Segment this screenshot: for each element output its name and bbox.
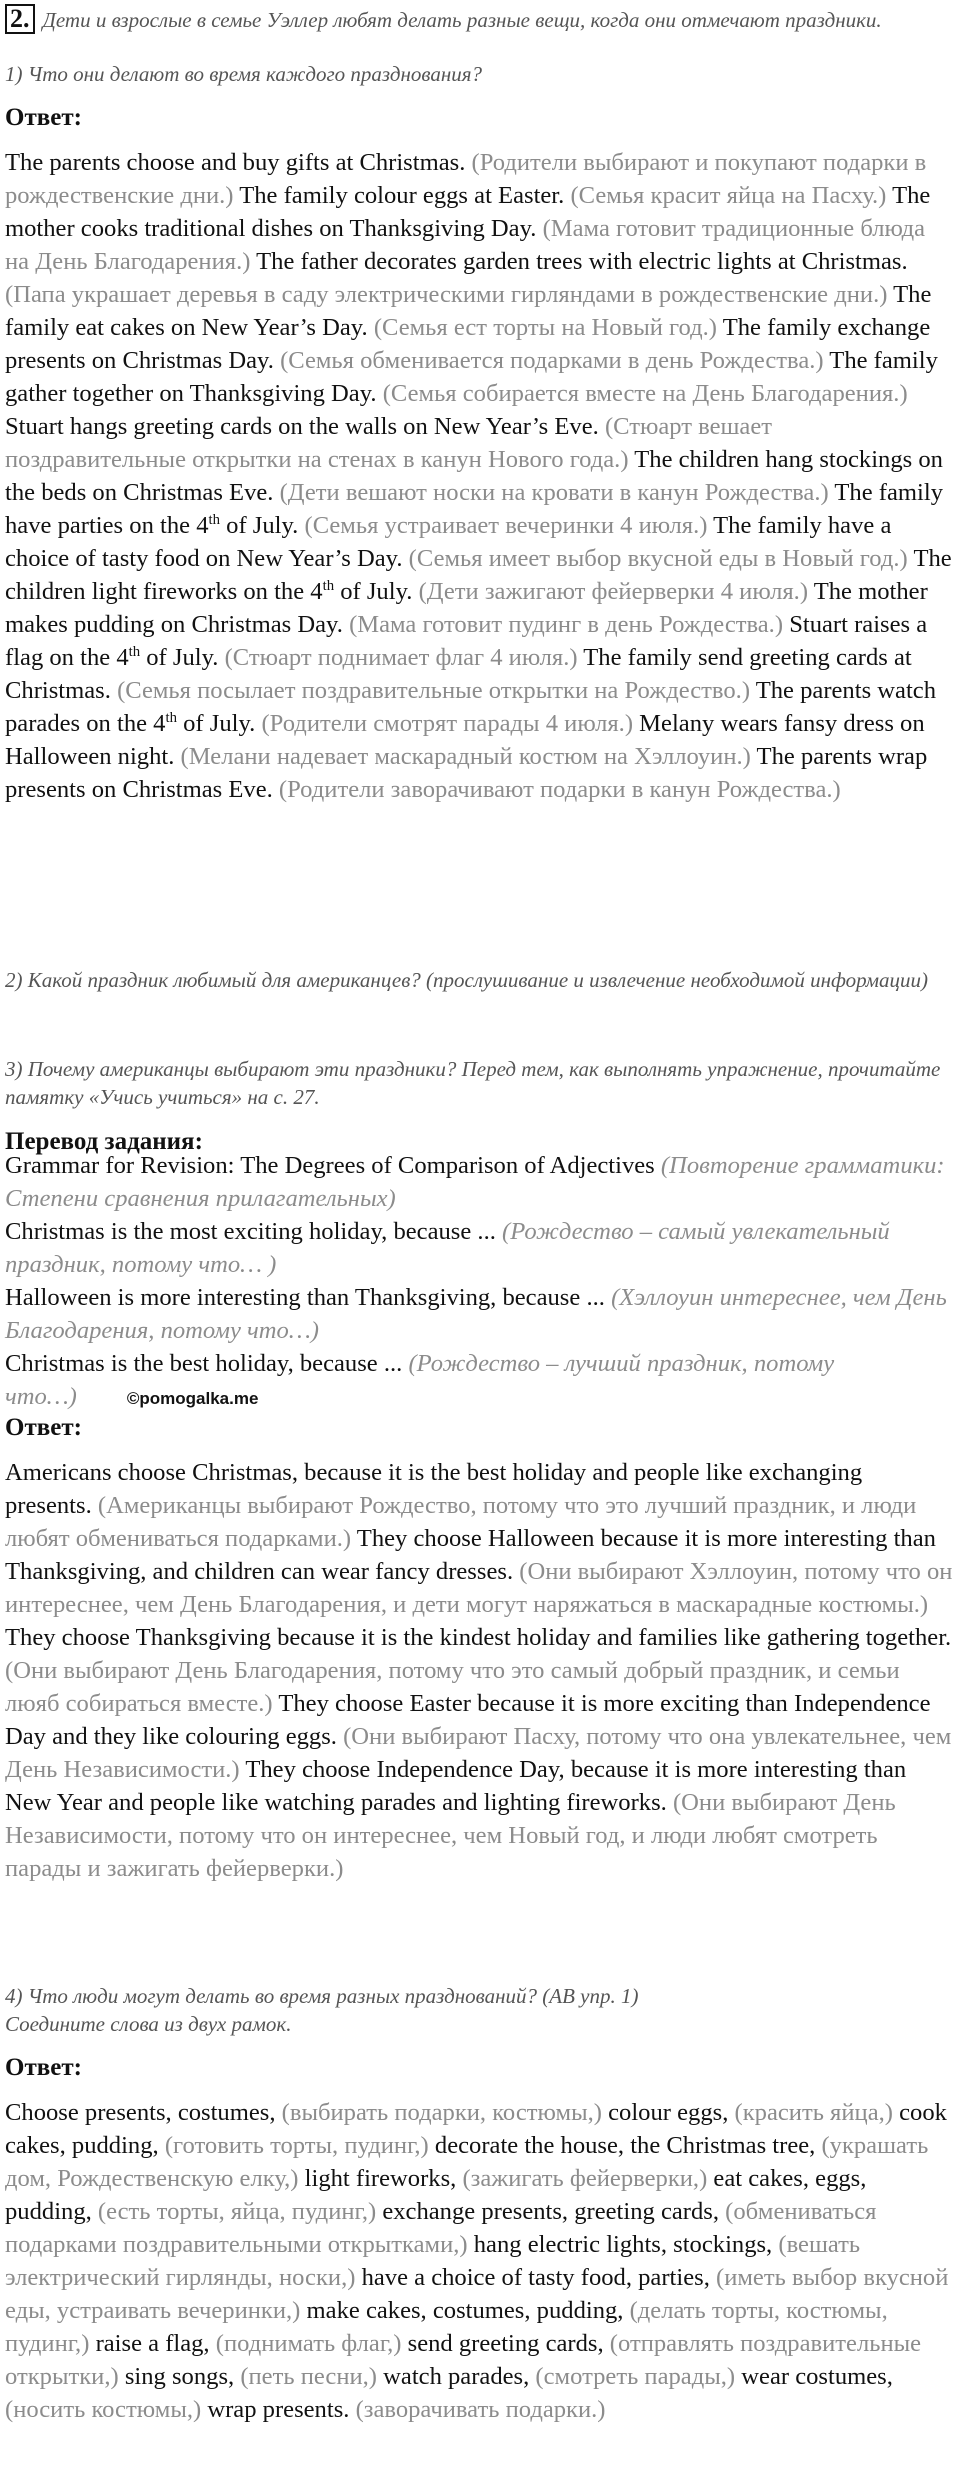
- a1-en: Melany wears fansy dress on Halloween night.: [5, 710, 925, 770]
- t-ru: (Хэллоуин интереснее, чем День Благодарения, потому что…): [5, 1284, 947, 1344]
- a1-ru: (Семья имеет выбор вкусной еды в Новый год.): [408, 545, 908, 572]
- a1-en: The parents choose and buy gifts at Christmas.: [5, 149, 466, 176]
- a1-sup: th: [128, 643, 141, 660]
- a1-en: of July.: [334, 578, 413, 605]
- intro-text: Дети и взрослые в семье Уэллер любят делать разные вещи, когда они отмечают праздники.: [42, 8, 882, 32]
- a4-ru: (красить яйца,): [734, 2099, 893, 2126]
- a4-en: sing songs,: [124, 2363, 235, 2390]
- task-number: 2.: [5, 4, 35, 34]
- a1-ru: (Семья ест торты на Новый год.): [373, 314, 717, 341]
- translation-block: [5, 1149, 955, 1415]
- a4-en: eat cakes, eggs, pudding,: [5, 2165, 867, 2225]
- t-en: Grammar for Revision: The Degrees of Comparison of Adjectives: [5, 1152, 655, 1179]
- a3-ru: (Они выбирают День Независимости, потому что он интереснее, чем Новый год, и люди любят смотреть парады и зажигать фейерверки.): [5, 1789, 896, 1882]
- a1-ru: (Стюарт вешает поздравительные открытки на стенах в канун Нового года.): [5, 413, 773, 473]
- a4-ru: (делать торты, костюмы, пудинг,): [5, 2297, 888, 2357]
- a1-en: The family have a choice of tasty food on New Year’s Day.: [5, 512, 892, 572]
- a4-ru: (есть торты, яйца, пудинг,): [97, 2198, 377, 2225]
- answer-label-3: Ответ:: [5, 1414, 82, 1441]
- a1-ru: (Родители смотрят парады 4 июля.): [261, 710, 634, 737]
- a3-ru: (Американцы выбирают Рождество, потому что это лучший праздник, и люди любят обмениваться подарками.): [5, 1492, 917, 1552]
- t-ru: (Рождество – лучший праздник, потому что…): [5, 1350, 835, 1410]
- a4-en: light fireworks,: [304, 2165, 457, 2192]
- a3-ru: (Они выбирают Хэллоуин, потому что он интереснее, чем День Благодарения, и дети могут наряжаться в маскарадные костюмы.): [5, 1558, 953, 1618]
- a1-en: The mother makes pudding on Christmas Day.: [5, 578, 928, 638]
- a4-en: decorate the house, the Christmas tree,: [434, 2132, 816, 2159]
- a1-ru: (Мама готовит традиционные блюда на День Благодарения.): [5, 215, 926, 275]
- a1-en: of July.: [140, 644, 219, 671]
- a4-en: wrap presents.: [207, 2396, 350, 2423]
- answer-1-paragraph: [5, 146, 955, 806]
- a4-en: hang electric lights, stockings,: [473, 2231, 773, 2258]
- t-en: Halloween is more interesting than Thanksgiving, because ...: [5, 1284, 605, 1311]
- a1-ru: (Стюарт поднимает флаг 4 июля.): [224, 644, 578, 671]
- a4-en: wear costumes,: [741, 2363, 893, 2390]
- translation-line: [5, 1347, 955, 1415]
- a1-en: The mother cooks traditional dishes on Thanksgiving Day.: [5, 182, 931, 242]
- a4-ru: (выбирать подарки, костюмы,): [281, 2099, 602, 2126]
- a1-sup: th: [208, 511, 220, 528]
- a4-en: colour eggs,: [608, 2099, 729, 2126]
- translation-line: [5, 1281, 955, 1347]
- a4-ru: (поднимать флаг,): [215, 2330, 402, 2357]
- a1-en: The family gather together on Thanksgiving Day.: [5, 347, 938, 407]
- a4-ru: (заворачивать подарки.): [355, 2396, 606, 2423]
- a1-en: The parents watch parades on the 4: [5, 677, 937, 737]
- translation-line: [5, 1149, 955, 1215]
- a4-en: cook cakes, pudding,: [5, 2099, 947, 2159]
- a4-ru: (отправлять поздравительные открытки,): [5, 2330, 922, 2390]
- question-3: 3) Почему американцы выбирают эти праздники? Перед тем, как выполнять упражнение, прочитайте памятку «Учись учиться» на с. 27.: [5, 1057, 941, 1109]
- t-en: Christmas is the most exciting holiday, because ...: [5, 1218, 496, 1245]
- a4-ru: (петь песни,): [240, 2363, 377, 2390]
- a4-en: have a choice of tasty food, parties,: [361, 2264, 710, 2291]
- a1-en: The parents wrap presents on Christmas Eve.: [5, 743, 928, 803]
- a1-sup: th: [322, 577, 335, 594]
- a1-ru: (Семья устраивает вечеринки 4 июля.): [304, 512, 708, 539]
- a3-en: Americans choose Christmas, because it is the best holiday and people like exchanging presents.: [5, 1459, 863, 1519]
- answer-3-paragraph: [5, 1456, 955, 1885]
- t-ru: (Повторение грамматики: Степени сравнения прилагательных): [5, 1152, 945, 1212]
- a4-en: exchange presents, greeting cards,: [382, 2198, 719, 2225]
- a3-ru: (Они выбирают Пасху, потому что она увлекательнее, чем День Независимости.): [5, 1723, 952, 1783]
- a3-en: They choose Thanksgiving because it is the kindest holiday and families like gathering together.: [5, 1624, 952, 1651]
- a1-en: The family eat cakes on New Year’s Day.: [5, 281, 932, 341]
- a1-ru: (Мама готовит пудинг в день Рождества.): [349, 611, 784, 638]
- a1-ru: (Семья собирается вместе на День Благодарения.): [382, 380, 908, 407]
- a1-ru: (Мелани надевает маскарадный костюм на Хэллоуин.): [180, 743, 751, 770]
- a4-ru: (зажигать фейерверки,): [462, 2165, 708, 2192]
- a4-en: send greeting cards,: [407, 2330, 604, 2357]
- question-1: 1) Что они делают во время каждого празднования?: [5, 62, 483, 86]
- a4-en: raise a flag,: [95, 2330, 210, 2357]
- a4-ru: (носить костюмы,): [5, 2396, 202, 2423]
- a1-en: of July.: [176, 710, 256, 737]
- a4-ru: (готовить торты, пудинг,): [164, 2132, 429, 2159]
- answer-label-1: Ответ:: [5, 104, 82, 131]
- a1-ru: (Семья посылает поздравительные открытки на Рождество.): [117, 677, 751, 704]
- question-4: [5, 1982, 955, 2038]
- question-4-subtext: Соедините слова из двух рамок.: [5, 2012, 292, 2036]
- a4-ru: (смотреть парады,): [535, 2363, 736, 2390]
- task-intro: [5, 4, 955, 34]
- a4-ru: (обмениваться подарками поздравительными открытками,): [5, 2198, 877, 2258]
- watermark: ©pomogalka.me: [126, 1389, 259, 1408]
- a4-en: make cakes, costumes, pudding,: [306, 2297, 624, 2324]
- translation-line: [5, 1215, 955, 1281]
- a1-en: The family send greeting cards at Christmas.: [5, 644, 912, 704]
- a1-ru: (Дети зажигают фейерверки 4 июля.): [418, 578, 809, 605]
- answer-4-paragraph: [5, 2096, 955, 2426]
- a3-en: They choose Halloween because it is more interesting than Thanksgiving, and children can wear fancy dresses.: [5, 1525, 936, 1585]
- a1-en: The family have parties on the 4: [5, 479, 943, 539]
- a1-ru: (Семья красит яйца на Пасху.): [570, 182, 887, 209]
- a1-en: The father decorates garden trees with electric lights at Christmas.: [256, 248, 908, 275]
- a4-ru: (вешать электрический гирлянды, носки,): [5, 2231, 861, 2291]
- a3-en: They choose Independence Day, because it is more interesting than New Year and people like watching parades and lighting fireworks.: [5, 1756, 907, 1816]
- a1-en: Stuart hangs greeting cards on the walls on New Year’s Eve.: [5, 413, 599, 440]
- a4-en: Choose presents, costumes,: [5, 2099, 276, 2126]
- translation-label: Перевод задания:: [5, 1128, 203, 1155]
- t-en: Christmas is the best holiday, because ...: [5, 1350, 403, 1377]
- a1-en: Stuart raises a flag on the 4: [5, 611, 928, 671]
- question-2: 2) Какой праздник любимый для американцев? (прослушивание и извлечение необходимой информации): [5, 968, 929, 992]
- a4-ru: (иметь выбор вкусной еды, устраивать вечеринки,): [5, 2264, 949, 2324]
- question-4-text: 4) Что люди могут делать во время разных празднований? (АВ упр. 1): [5, 1984, 639, 2008]
- a1-sup: th: [165, 709, 177, 726]
- a1-en: of July.: [220, 512, 299, 539]
- a1-ru: (Родители заворачивают подарки в канун Рождества.): [278, 776, 841, 803]
- a1-en: The family exchange presents on Christmas Day.: [5, 314, 931, 374]
- a1-ru: (Дети вешают носки на кровати в канун Рождества.): [279, 479, 829, 506]
- a1-ru: (Родители выбирают и покупают подарки в рождественские дни.): [5, 149, 927, 209]
- a4-ru: (украшать дом, Рождественскую елку,): [5, 2132, 929, 2192]
- a1-en: The family colour eggs at Easter.: [239, 182, 565, 209]
- t-ru: (Рождество – самый увлекательный праздник, потому что… ): [5, 1218, 890, 1278]
- a1-en: The children hang stockings on the beds on Christmas Eve.: [5, 446, 943, 506]
- answer-label-4: Ответ:: [5, 2054, 82, 2081]
- a3-ru: (Они выбирают День Благодарения, потому что это самый добрый праздник, и семьи люяб собираться вместе.): [5, 1657, 900, 1717]
- a1-ru: (Семья обменивается подарками в день Рождества.): [280, 347, 824, 374]
- a4-en: watch parades,: [383, 2363, 530, 2390]
- a1-ru: (Папа украшает деревья в саду электрическими гирляндами в рождественские дни.): [5, 281, 888, 308]
- a3-en: They choose Easter because it is more exciting than Independence Day and they like colouring eggs.: [5, 1690, 931, 1750]
- a1-en: The children light fireworks on the 4: [5, 545, 952, 605]
